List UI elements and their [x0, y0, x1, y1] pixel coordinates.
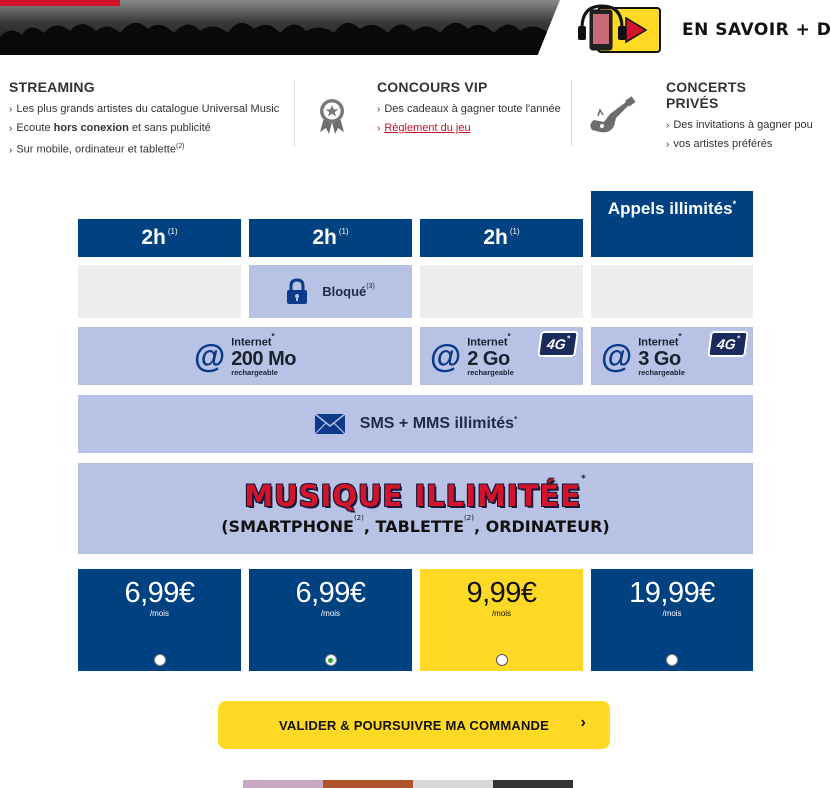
offer-3-empty — [420, 265, 583, 318]
price-offer-1[interactable]: 6,99€ /mois — [78, 569, 241, 671]
chevron-right-icon: › — [9, 104, 13, 115]
feature-item — [377, 119, 561, 138]
offer-4-internet: @ Internet* 3 Go rechargeable 4G * — [591, 327, 753, 385]
at-icon: @ — [430, 338, 462, 374]
feature-item: › Ecoute hors conexion et sans publicité — [9, 122, 211, 134]
guitar-icon — [586, 96, 636, 136]
lock-icon — [286, 279, 308, 305]
at-icon: @ — [601, 338, 633, 374]
hero-cta-link[interactable]: EN SAVOIR + D — [682, 20, 831, 40]
offer-2-calls: 2h $^{(1)}$ — [249, 219, 412, 257]
offer-1-radio[interactable] — [154, 654, 166, 666]
offer-1-calls: 2h $^{(1)}$ — [78, 219, 241, 257]
musique-subtitle: (SMARTPHONE$^{(2)}$, TABLETTE$^{(2)}$, ORDINATEUR) — [221, 513, 610, 536]
award-ribbon-icon — [312, 96, 352, 136]
price-offer-2[interactable]: 6,99€ /mois — [249, 569, 412, 671]
feature-title: CONCOURS VIP — [377, 79, 488, 95]
divider — [571, 80, 572, 146]
price-offer-4[interactable]: 19,99€ /mois — [591, 569, 753, 671]
musique-illimitee-row — [78, 463, 753, 554]
data-amount: 3 Go — [638, 348, 681, 371]
offer-3-radio[interactable] — [496, 654, 508, 666]
feature-title: STREAMING — [9, 79, 95, 95]
offer-3-internet: @ Internet* 2 Go rechargeable 4G * — [420, 327, 583, 385]
chevron-right-icon: › — [9, 144, 13, 156]
at-icon: @ — [193, 338, 226, 374]
phone-headphones-icon — [574, 4, 664, 54]
chevron-right-icon: › — [580, 714, 586, 731]
chevron-right-icon: › — [9, 123, 13, 134]
feature-item: › Les plus grands artistes du catalogue Universal Music — [9, 103, 280, 115]
offer-1-empty — [78, 265, 241, 318]
chevron-right-icon: › — [666, 139, 670, 150]
offer-2-bloque: Bloqué $^{(3)}$ — [249, 265, 412, 318]
feature-item: › Des invitations à gagner pou — [666, 119, 813, 131]
chevron-right-icon: › — [377, 104, 381, 115]
feature-streaming — [9, 79, 279, 155]
offer-2-radio[interactable] — [325, 654, 337, 666]
feature-item: › Des cadeaux à gagner toute l'année — [377, 103, 561, 115]
offer-4-calls: Appels illimités * — [591, 191, 753, 257]
crowd-silhouette — [0, 15, 560, 55]
4g-badge: 4G * — [537, 331, 579, 357]
offer-4-empty — [591, 265, 753, 318]
offer-4-radio[interactable] — [666, 654, 678, 666]
price-offer-3[interactable]: 9,99€ /mois — [420, 569, 583, 671]
feature-concours-vip — [377, 79, 561, 155]
validate-order-button[interactable]: VALIDER & POURSUIVRE MA COMMANDE › — [218, 701, 610, 749]
sms-mms-row: SMS + MMS illimités * — [78, 395, 753, 453]
feature-item: › Sur mobile, ordinateur et tablette$^{(2)}$ — [9, 143, 185, 156]
offer-1-2-internet: @ Internet* 200 Mo rechargeable — [78, 327, 412, 385]
4g-badge: 4G * — [707, 331, 749, 357]
feature-item: › vos artistes préférés — [666, 138, 773, 150]
red-accent — [0, 0, 120, 6]
bottom-banner-strip — [243, 780, 573, 788]
chevron-right-icon: › — [377, 123, 381, 134]
reglement-link[interactable]: Règlement du jeu — [384, 122, 471, 134]
data-amount: 2 Go — [467, 348, 510, 371]
divider — [294, 80, 295, 146]
musique-title: MUSIQUE ILLIMITÉE* — [244, 474, 587, 513]
feature-title: CONCERTS PRIVÉS — [666, 79, 747, 111]
offer-3-calls: 2h $^{(1)}$ — [420, 219, 583, 257]
chevron-right-icon: › — [666, 120, 670, 131]
envelope-icon — [314, 413, 346, 435]
hero-banner — [0, 0, 831, 55]
concert-crowd-photo — [0, 0, 560, 55]
feature-concerts-prives — [666, 79, 813, 155]
data-amount: 200 Mo — [231, 348, 296, 371]
